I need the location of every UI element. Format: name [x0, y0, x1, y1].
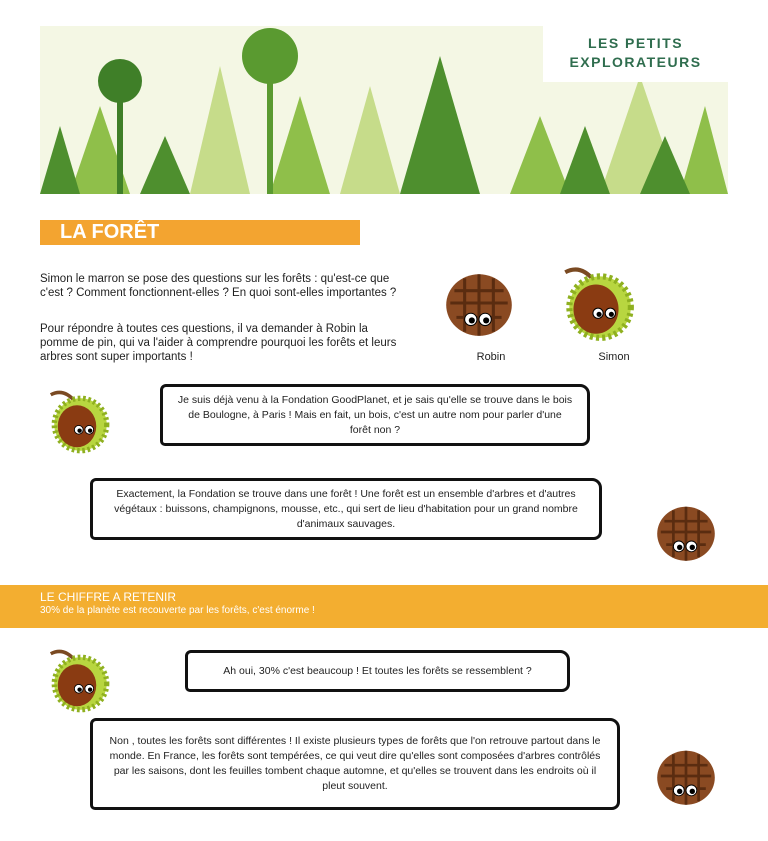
- speech-bubble-robin: [90, 478, 602, 540]
- simon-label: Simon: [598, 351, 630, 363]
- key-figure-heading: LE CHIFFRE A RETENIR: [40, 590, 177, 604]
- page-title: LA FORÊT: [60, 221, 160, 243]
- dialogue-text: Exactement, la Fondation se trouve dans une forêt ! Une forêt est un ensemble d'arbres et d'autres végétaux : buissons, champignons, mousse, etc., qui sert de lieu d'habitation pour un grand nombre d'animaux sauvages.: [114, 487, 578, 530]
- brand-line1: LES PETITS: [587, 35, 684, 51]
- dialogue-text: Non , toutes les forêts sont différentes ! Il existe plusieurs types de forêts que l'on retrouve partout dans le monde. En France, les forêts sont tempérées, ce qui veut dire qu'elles sont composées d'arbres contrôlés par les saisons, dont les feuilles tombent chaque automne, et qu'elles se trouvent dans les endroits où il pleut souvent.: [109, 735, 601, 792]
- key-figure-text: 30% de la planète est recouverte par les forêts, c'est énorme !: [40, 605, 315, 616]
- speech-bubble-robin: [90, 718, 620, 810]
- key-figure-banner: [0, 585, 768, 628]
- intro-paragraph-2: Pour répondre à toutes ces questions, il va demander à Robin la pomme de pin, qui va l'aider à comprendre pourquoi les forêts et leurs arbres sont super importants !: [40, 323, 397, 363]
- simon-chestnut-icon: [555, 262, 637, 344]
- brand-line2: EXPLORATEURS: [569, 54, 702, 70]
- page-title-bar: [40, 220, 360, 245]
- brand-logo: [543, 26, 728, 82]
- robin-pinecone-icon: [650, 496, 722, 568]
- robin-pinecone-icon: [438, 262, 520, 344]
- speech-bubble-simon: [160, 384, 590, 446]
- dialogue-text: Ah oui, 30% c'est beaucoup ! Et toutes les forêts se ressemblent ?: [223, 664, 532, 677]
- simon-chestnut-icon: [42, 386, 112, 456]
- simon-chestnut-icon: [42, 645, 112, 715]
- robin-pinecone-icon: [650, 740, 722, 812]
- dialogue-text: Je suis déjà venu à la Fondation GoodPlanet, et je sais qu'elle se trouve dans le bois de Boulogne, à Paris ! Mais en fait, un bois, c'est un autre nom pour parler d'une forêt non ?: [177, 393, 573, 436]
- robin-label: Robin: [476, 351, 506, 363]
- speech-bubble-simon: [185, 650, 570, 692]
- forest-banner: [40, 26, 728, 194]
- intro-paragraph-1: Simon le marron se pose des questions sur les forêts : qu'est-ce que c'est ? Comment fonctionnent-elles ? En quoi sont-elles importantes ?: [40, 273, 397, 299]
